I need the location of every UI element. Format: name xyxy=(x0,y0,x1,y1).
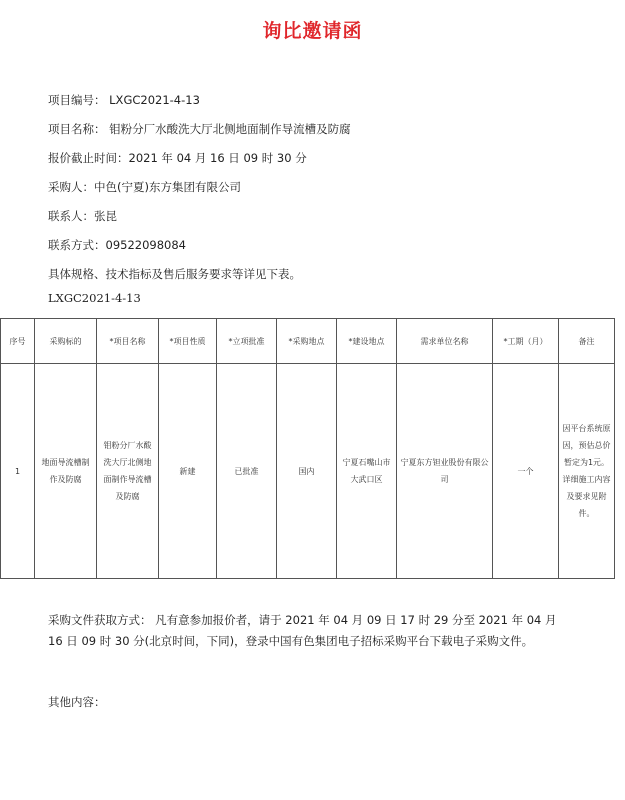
header-project-name: *项目名称 xyxy=(97,319,159,364)
contact-phone: 联系方式：09522098084 xyxy=(48,238,186,252)
header-subject: 采购标的 xyxy=(35,319,97,364)
contact-person: 联系人：张昆 xyxy=(48,209,117,223)
other-content-label: 其他内容： xyxy=(48,695,106,709)
purchaser: 采购人：中色(宁夏)东方集团有限公司 xyxy=(48,180,241,194)
table-header-row xyxy=(1,319,615,364)
cell-remarks: 因平台系统原因，预估总价暂定为1元。详细施工内容及要求见附件。 xyxy=(559,364,615,579)
header-demand-unit: 需求单位名称 xyxy=(397,319,493,364)
cell-project-nature: 新建 xyxy=(159,364,217,579)
cell-approval: 已批准 xyxy=(217,364,277,579)
table-serial: LXGC2021-4-13 xyxy=(48,291,141,305)
header-duration: *工期（月） xyxy=(493,319,559,364)
header-project-nature: *项目性质 xyxy=(159,319,217,364)
cell-demand-unit: 宁夏东方钽业股份有限公司 xyxy=(397,364,493,579)
header-build-location: *建设地点 xyxy=(337,319,397,364)
header-remarks: 备注 xyxy=(559,319,615,364)
quote-deadline: 报价截止时间：2021 年 04 月 16 日 09 时 30 分 xyxy=(48,151,307,165)
header-seq: 序号 xyxy=(1,319,35,364)
cell-purchase-location: 国内 xyxy=(277,364,337,579)
project-info xyxy=(48,90,608,293)
cell-subject: 地面导流槽制作及防腐 xyxy=(35,364,97,579)
project-name: 项目名称： 钼粉分厂水酸洗大厅北侧地面制作导流槽及防腐 xyxy=(48,122,351,136)
page-title: 询比邀请函 xyxy=(262,20,363,42)
cell-duration: 一个 xyxy=(493,364,559,579)
document-acquisition: 采购文件获取方式： 凡有意参加报价者，请于 2021 年 04 月 09 日 17 时 29 分至 2021 年 04 月 16 日 09 时 30 分(北京时间，下同)，登录中国有色集团电子招标采购平台下载电子采购文件。 xyxy=(48,613,557,648)
table-row xyxy=(1,364,615,579)
procurement-table xyxy=(0,318,615,579)
cell-build-location: 宁夏石嘴山市大武口区 xyxy=(337,364,397,579)
header-approval: *立项批准 xyxy=(217,319,277,364)
cell-project-name: 钼粉分厂水酸洗大厅北侧地面制作导流槽及防腐 xyxy=(97,364,159,579)
spec-note: 具体规格、技术指标及售后服务要求等详见下表。 xyxy=(48,267,301,281)
header-purchase-location: *采购地点 xyxy=(277,319,337,364)
cell-seq: 1 xyxy=(1,364,35,579)
project-number: 项目编号： LXGC2021-4-13 xyxy=(48,93,200,107)
